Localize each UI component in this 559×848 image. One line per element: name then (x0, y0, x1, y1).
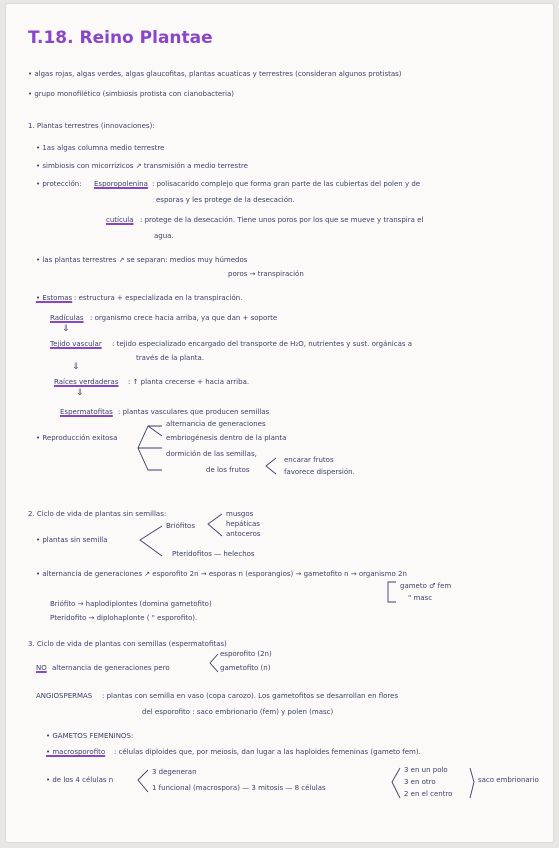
s1-repro-item-4: de los frutos (206, 466, 250, 474)
s3-gametos-femeninos: • GAMETOS FEMENINOS: (46, 732, 134, 740)
s1-repro-item-2: embriogénesis dentro de la planta (166, 434, 287, 442)
section-2-heading: 2. Ciclo de vida de plantas sin semillas: (28, 510, 167, 518)
s2-briofitos-2: hepáticas (226, 520, 260, 528)
s3-gametofito: gametofito (n) (220, 664, 271, 672)
s1-cuticula-text-2: agua. (154, 232, 174, 240)
intro-line-1: • algas rojas, algas verdes, algas glaucofitas, plantas acuaticas y terrestres (consideran algunos protistas) (28, 70, 402, 78)
s3-centro: 2 en el centro (404, 790, 453, 798)
bracket-icon (386, 580, 398, 604)
section-1-heading: 1. Plantas terrestres (innovaciones): (28, 122, 155, 130)
s2-briofitos-3: antoceros (226, 530, 261, 538)
s2-alternancia: • alternancia de generaciones ↗ esporofito 2n → esporas n (esporangios) → gametofito n → organismo 2n (36, 570, 407, 578)
down-arrow-icon: ⇓ (76, 388, 84, 398)
s1-raices-text: : ↑ planta crecerse + hacia arriba. (128, 378, 250, 386)
s1-raices-term: Raíces verdaderas (54, 378, 119, 386)
s3-degeneran: 3 degeneran (152, 768, 197, 776)
notebook-page (6, 4, 553, 842)
s1-repro-item-1: alternancia de generaciones (166, 420, 266, 428)
bracket-icon (138, 524, 164, 558)
s3-esporofito: esporofito (2n) (220, 650, 272, 658)
s1-repro-item-3: dormición de las semillas, (166, 450, 257, 458)
s1-cuticula-term: cutícula (106, 216, 134, 224)
s2-bullet-1: • plantas sin semilla (36, 536, 108, 544)
s1-esporopolenina-term: Esporopolenina (94, 180, 148, 188)
s1-bullet-4-line-2: poros → transpiración (228, 270, 304, 278)
s1-estomas-text: : estructura + especializada en la transpiración. (74, 294, 243, 302)
bracket-icon (390, 766, 402, 800)
s1-bullet-2: • simbiosis con micorrizicos ↗ transmisión a medio terrestre (36, 162, 248, 170)
s3-saco-embrionario: saco embrionario (478, 776, 539, 784)
s3-cells-label: • de los 4 células n (46, 776, 114, 784)
page-title: T.18. Reino Plantae (28, 28, 213, 48)
s1-esporopolenina-text-2: esporas y les protege de la desecación. (156, 196, 295, 204)
s1-bullet-1: • 1as algas columna medio terrestre (36, 144, 165, 152)
s3-funcional: 1 funcional (macrospora) — 3 mitosis — 8 células (152, 784, 326, 792)
bracket-icon (206, 512, 224, 538)
s2-pteridofitos: Pteridofitos — helechos (172, 550, 255, 558)
down-arrow-icon: ⇓ (72, 362, 80, 372)
s1-reproduccion-label: • Reproducción exitosa (36, 434, 118, 442)
s1-bullet-4: • las plantas terrestres ↗ se separan: medios muy húmedos (36, 256, 248, 264)
s3-angiospermas-text: : plantas con semilla en vaso (copa carozo). Los gametofitos se desarrollan en flores (102, 692, 399, 700)
s1-tejido-text: : tejido especializado encargado del transporte de H₂O, nutrientes y sust. orgánicas a (112, 340, 413, 348)
s1-espermatofitas-text: : plantas vasculares que producen semillas (118, 408, 270, 416)
s1-tejido-term: Tejido vascular (50, 340, 102, 348)
s1-protection-label: • protección: (36, 180, 82, 188)
s1-repro-item-4a: encarar frutos (284, 456, 334, 464)
s1-radiculas-term: Radículas (50, 314, 84, 322)
s1-esporopolenina-text: : polisacarido complejo que forma gran parte de las cubiertas del polen y de (152, 180, 421, 188)
bracket-icon (134, 422, 164, 474)
s2-briofitos-1: musgos (226, 510, 254, 518)
s3-macrosporofito-term: • macrosporofito (46, 748, 106, 756)
s1-estomas-term: • Estomas (36, 294, 73, 302)
s3-alternancia-text: alternancia de generaciones pero (52, 664, 170, 672)
s3-no: NO (36, 664, 47, 672)
s3-polo-1: 3 en un polo (404, 766, 448, 774)
s1-cuticula-text: : protege de la desecación. Tiene unos poros por los que se mueve y transpira el (140, 216, 424, 224)
s2-briofitos: Briófitos (166, 522, 195, 530)
s3-macrosporofito-text: : células diploides que, por meiosis, dan lugar a las haploides femeninas (gameto fem). (114, 748, 421, 756)
s3-polo-2: 3 en otro (404, 778, 436, 786)
s1-repro-item-4b: favorece dispersión. (284, 468, 355, 476)
s3-angiospermas-label: ANGIOSPERMAS (36, 692, 93, 700)
s1-radiculas-text: : organismo crece hacia arriba, ya que dan + soporte (90, 314, 278, 322)
s2-pteridofito-line: Pteridofito → diplohaplonte ( " esporofito). (50, 614, 198, 622)
intro-line-2: • grupo monofilético (simbiosis protista con cianobacteria) (28, 90, 234, 98)
s1-espermatofitas-term: Espermatofitas (60, 408, 113, 416)
down-arrow-icon: ⇓ (62, 324, 70, 334)
s2-gameto-masc: " masc (408, 594, 433, 602)
bracket-icon (264, 456, 278, 476)
bracket-icon (136, 768, 150, 794)
s2-gameto-fem: gameto ♂ fem (400, 582, 452, 590)
s2-briofito-line: Briófito → haplodiplontes (domina gametofito) (50, 600, 212, 608)
bracket-icon (468, 766, 476, 800)
s1-tejido-text-2: través de la planta. (136, 354, 205, 362)
section-3-heading: 3. Ciclo de vida de plantas con semillas (espermatofitas) (28, 640, 227, 648)
bracket-icon (208, 652, 220, 674)
s3-angiospermas-text-2: del esporofito : saco embrionario (fem) y polen (masc) (142, 708, 334, 716)
